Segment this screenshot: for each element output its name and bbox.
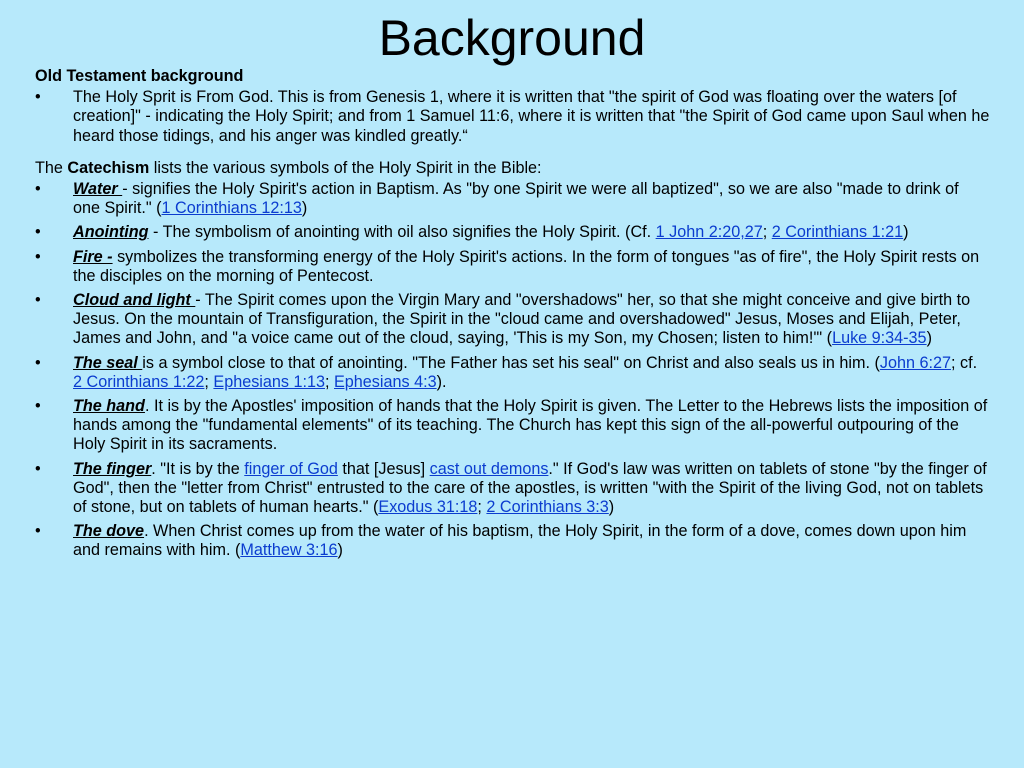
list-item-fire: [35, 248, 990, 286]
symbol-text: ): [926, 329, 932, 348]
symbol-text: is a symbol close to that of anointing. "The Father has set his seal" on Christ and also seals us in him. (: [142, 353, 880, 372]
bullet-text: The Holy Sprit is From God. This is from Genesis 1, where it is written that "the spirit of God was floating over the waters [of creation]" - indicating the Holy Spirit; and from 1 Samuel 11:6, where it is written that "the Spirit of God came upon Saul when he heard those tidings, and his anger was kindled greatly.“: [73, 88, 990, 145]
list-item-seal: [35, 354, 990, 392]
bullet-glyph: •: [35, 247, 41, 266]
symbols-list: [35, 180, 990, 561]
scripture-link[interactable]: Matthew 3:16: [240, 541, 338, 560]
scripture-link[interactable]: John 6:27: [879, 353, 951, 372]
scripture-link[interactable]: Ephesians 1:13: [213, 372, 325, 391]
scripture-link[interactable]: Luke 9:34-35: [832, 329, 927, 348]
symbol-text: - The symbolism of anointing with oil also signifies the Holy Spirit. (Cf.: [148, 223, 656, 242]
list-item-anointing: [35, 223, 990, 242]
symbol-text: ;: [204, 372, 214, 391]
list-item-cloud-and-light: [35, 291, 990, 349]
slide-title: Background: [378, 10, 646, 66]
catechism-term: Catechism: [67, 158, 150, 177]
scripture-link[interactable]: 2 Corinthians 3:3: [486, 498, 609, 517]
symbol-text: ): [608, 498, 615, 517]
bullet-glyph: •: [35, 459, 41, 478]
symbol-text: - signifies the Holy Spirit's action in Baptism. As "by one Spirit we were all baptized", so we are also "made to drink of one Spirit." (: [73, 180, 959, 218]
list-item-hand: [35, 397, 990, 455]
symbol-term: Anointing: [73, 223, 149, 242]
symbol-text: ): [301, 199, 308, 218]
scripture-link[interactable]: Exodus 31:18: [378, 498, 478, 517]
finger-of-god-link[interactable]: finger of God: [244, 459, 338, 478]
scripture-link[interactable]: 1 John 2:20,27: [655, 223, 763, 242]
bullet-glyph: •: [35, 223, 41, 242]
list-item-dove: [35, 522, 990, 560]
symbol-text: ;: [762, 223, 772, 242]
scripture-link[interactable]: Ephesians 4:3: [334, 372, 437, 391]
symbol-text: ." If God's law was written on tablets of stone "by the finger of God", then the "letter from Christ" entrusted to the care of the apostles, is written "with the Spirit of the living God, not on tablets of stone, but on tablets of human hearts." (: [73, 459, 987, 517]
symbol-term: The seal: [73, 353, 143, 372]
bullet-glyph: •: [35, 353, 41, 372]
bullet-glyph: •: [35, 88, 41, 107]
scripture-link[interactable]: 2 Corinthians 1:21: [771, 223, 904, 242]
symbol-term: Cloud and light: [73, 291, 196, 310]
symbol-text: that [Jesus]: [337, 459, 430, 478]
slide-content: [35, 67, 990, 566]
symbol-term: Water: [73, 180, 123, 199]
scripture-link[interactable]: 2 Corinthians 1:22: [73, 372, 205, 391]
symbol-term: The finger: [73, 459, 152, 478]
bullet-glyph: •: [35, 180, 41, 199]
symbol-text: ;: [477, 498, 487, 517]
symbol-term: Fire -: [73, 247, 113, 266]
bullet-glyph: •: [35, 522, 41, 541]
list-item: [35, 88, 990, 146]
cast-out-demons-link[interactable]: cast out demons: [429, 459, 549, 478]
scripture-link[interactable]: 1 Corinthians 12:13: [161, 199, 302, 218]
symbol-text: symbolizes the transforming energy of the Holy Spirit's actions. In the form of tongues "as of fire", the Holy Spirit rests on the disciples on the morning of Pentecost.: [73, 247, 980, 285]
symbol-text: . When Christ comes up from the water of his baptism, the Holy Spirit, in the form of a dove, comes down upon him and remains with him. (: [73, 522, 967, 560]
symbol-text: ): [337, 541, 343, 560]
bullet-glyph: •: [35, 291, 41, 310]
symbol-text: - The Spirit comes upon the Virgin Mary and "overshadows" her, so that she might conceive and give birth to Jesus. On the mountain of Transfiguration, the Spirit in the "cloud came and overshadowed" Jesus, Moses and Elijah, Peter, James and John, and "a voice came out of the cloud, saying, 'This is my Son, my Chosen; listen to him!'" (: [73, 291, 971, 348]
symbol-term: The dove: [73, 522, 145, 541]
bullet-glyph: •: [35, 397, 41, 416]
list-item-finger: [35, 460, 990, 518]
section-heading: Old Testament background: [35, 67, 244, 85]
symbol-text: ; cf.: [950, 353, 978, 372]
symbol-text: ): [903, 223, 909, 242]
symbol-text: . "It is by the: [151, 459, 245, 478]
catechism-intro: [35, 159, 990, 178]
symbol-text: ).: [436, 372, 447, 391]
list-item-water: [35, 180, 990, 218]
intro-prefix: The: [35, 158, 68, 177]
symbol-text: ;: [325, 372, 334, 391]
old-testament-list: [35, 88, 990, 146]
symbol-text: . It is by the Apostles' imposition of hands that the Holy Spirit is given. The Letter to the Hebrews lists the imposition of hands among the "fundamental elements" of its teaching. The Church has kept this sign of the all-powerful outpouring of the Holy Spirit in its sacraments.: [73, 397, 988, 454]
intro-suffix: lists the various symbols of the Holy Spirit in the Bible:: [149, 158, 542, 177]
symbol-term: The hand: [73, 397, 145, 416]
